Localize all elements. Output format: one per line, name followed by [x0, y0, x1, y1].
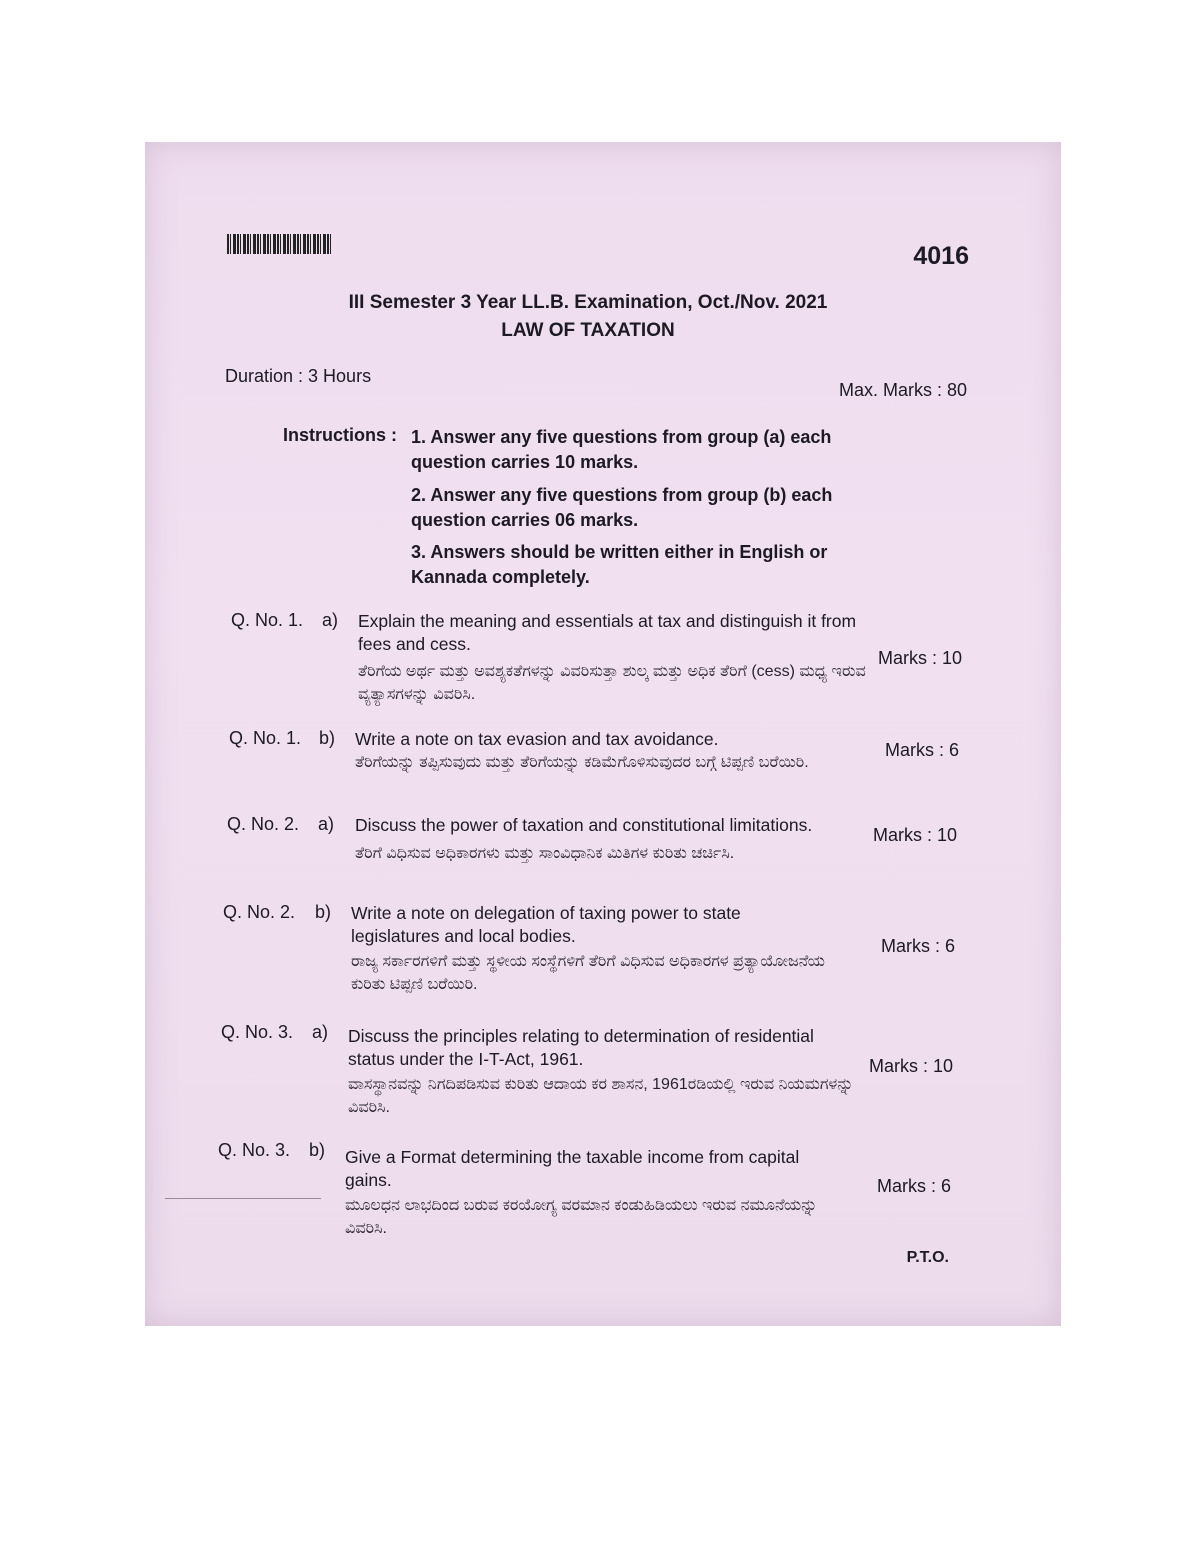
question-marks: Marks : 10: [868, 1056, 953, 1076]
question-text: Discuss the power of taxation and constitutional limitations.: [355, 815, 813, 835]
question-text-kannada: ರಾಜ್ಯ ಸರ್ಕಾರಗಳಿಗೆ ಮತ್ತು ಸ್ಥಳೀಯ ಸಂಸ್ಥೆಗಳಿಗೆ ತೆರಿಗೆ ವಿಧಿಸುವ ಅಧಿಕಾರಗಳ ಪ್ರತ್ಯಾಯೋಜನೆಯ ಕುರಿತು ಟಿಪ್ಪಣಿ ಬರೆಯಿರಿ.: [351, 953, 825, 993]
paper-code: 4016: [913, 242, 969, 270]
instruction-item: 3. Answers should be written either in English or Kannada completely.: [411, 542, 828, 587]
question-part: b): [309, 1140, 326, 1160]
pto-label: P.T.O.: [906, 1249, 949, 1266]
question-text: Give a Format determining the taxable income from capital gains.: [345, 1147, 800, 1190]
question-text-kannada: ಮೂಲಧನ ಲಾಭದಿಂದ ಬರುವ ಕರಯೋಗ್ಯ ವರಮಾನ ಕಂಡುಹಿಡಿಯಲು ಇರುವ ನಮೂನೆಯನ್ನು ವಿವರಿಸಿ.: [345, 1197, 818, 1237]
question-text-kannada: ವಾಸಸ್ಥಾನವನ್ನು ನಿಗದಿಪಡಿಸುವ ಕುರಿತು ಆದಾಯ ಕರ ಶಾಸನ, 1961ರಡಿಯಲ್ಲಿ ಇರುವ ನಿಯಮಗಳನ್ನು ವಿವರಿಸಿ.: [348, 1076, 854, 1116]
exam-paper-sheet: [145, 142, 1061, 1326]
question-part: a): [318, 814, 335, 834]
question-number: Q. No. 1.: [229, 728, 302, 748]
exam-title: III Semester 3 Year LL.B. Examination, Oct./Nov. 2021: [348, 292, 828, 313]
question-marks: Marks : 6: [880, 936, 955, 956]
question-text: Discuss the principles relating to determination of residential status under the I-T-Act, 1961.: [348, 1026, 814, 1069]
barcode: [227, 234, 331, 254]
question-marks: Marks : 10: [872, 825, 957, 845]
max-marks: Max. Marks : 80: [838, 380, 967, 400]
question-number: Q. No. 2.: [223, 902, 296, 922]
question-part: b): [315, 902, 332, 922]
question-marks: Marks : 10: [877, 648, 962, 668]
instruction-item: 2. Answer any five questions from group (b) each question carries 06 marks.: [411, 485, 833, 530]
question-number: Q. No. 3.: [221, 1022, 294, 1042]
question-part: b): [319, 728, 336, 748]
question-text-kannada: ತೆರಿಗೆ ವಿಧಿಸುವ ಅಧಿಕಾರಗಳು ಮತ್ತು ಸಾಂವಿಧಾನಿಕ ಮಿತಿಗಳ ಕುರಿತು ಚರ್ಚಿಸಿ.: [355, 845, 735, 862]
duration: Duration : 3 Hours: [225, 366, 372, 386]
question-text-kannada: ತೆರಿಗೆಯನ್ನು ತಪ್ಪಿಸುವುದು ಮತ್ತು ತೆರಿಗೆಯನ್ನು ಕಡಿಮೆಗೊಳಿಸುವುದರ ಬಗ್ಗೆ ಟಿಪ್ಪಣಿ ಬರೆಯಿರಿ.: [355, 754, 809, 771]
question-number: Q. No. 3.: [218, 1140, 291, 1160]
question-text: Write a note on tax evasion and tax avoidance.: [355, 729, 719, 749]
question-text: Write a note on delegation of taxing power to state legislatures and local bodies.: [351, 903, 741, 946]
question-marks: Marks : 6: [884, 740, 959, 760]
instruction-item: 1. Answer any five questions from group (a) each question carries 10 marks.: [411, 427, 832, 472]
question-part: a): [322, 610, 339, 630]
question-number: Q. No. 2.: [227, 814, 300, 834]
question-marks: Marks : 6: [876, 1176, 951, 1196]
question-number: Q. No. 1.: [231, 610, 304, 630]
question-part: a): [312, 1022, 329, 1042]
instructions-label: Instructions :: [283, 425, 398, 445]
question-text: Explain the meaning and essentials at tax and distinguish it from fees and cess.: [358, 611, 857, 654]
question-text-kannada: ತೆರಿಗೆಯ ಅರ್ಥ ಮತ್ತು ಅವಶ್ಯಕತೆಗಳನ್ನು ವಿವರಿಸುತ್ತಾ ಶುಲ್ಕ ಮತ್ತು ಅಧಿಕ ತೆರಿಗೆ (cess) ಮಧ್ಯ ಇರುವ ವ್ಯತ್ಯಾಸಗಳನ್ನು ವಿವರಿಸಿ.: [358, 663, 866, 703]
divider-line: [165, 1198, 321, 1199]
subject-title: LAW OF TAXATION: [501, 320, 675, 341]
